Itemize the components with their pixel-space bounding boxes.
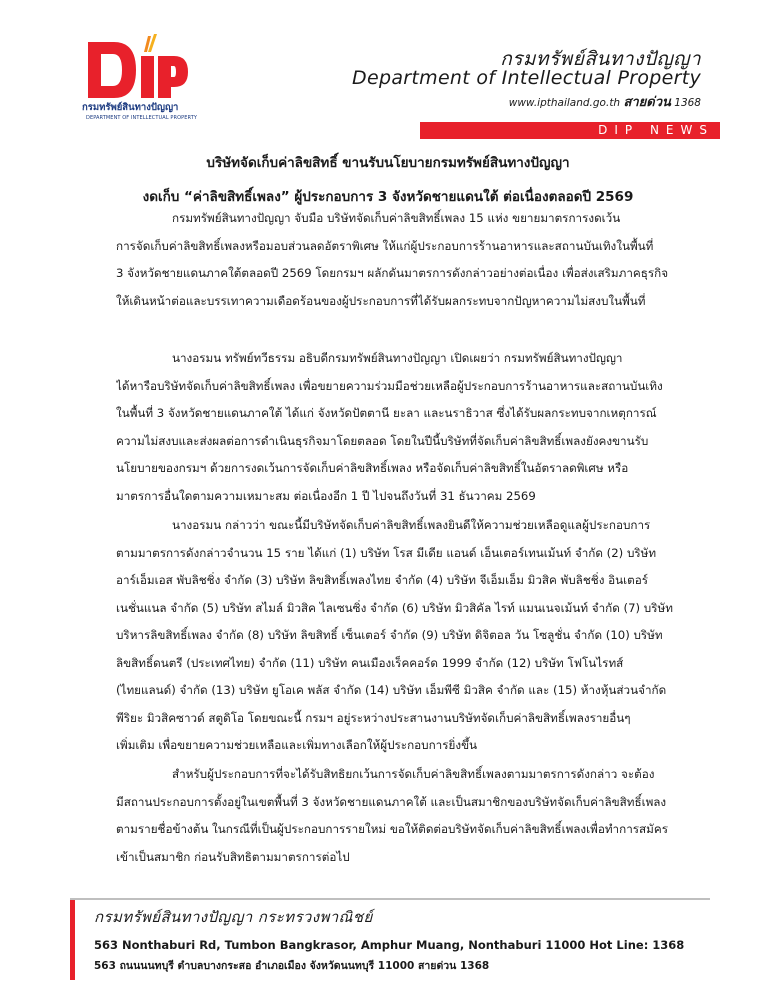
footer-brand: กรมทรัพย์สินทางปัญญา กระทรวงพาณิชย์ (94, 908, 373, 926)
footer-address-thai: 563 ถนนนนทบุรี ตำบลบางกระสอ อำเภอเมือง จังหวัดนนทบุรี 11000 สายด่วน 1368 (94, 960, 490, 972)
paragraph-line: เนชั่นแนล จำกัด (5) บริษัท สไมล์ มิวสิค ไลเซนซิ่ง จำกัด (6) บริษัท มิวสิคัล ไรท์ แมนเนจเม้นท์ จำกัด (7) บริษัท (116, 600, 673, 615)
paragraph-line: ในพื้นที่ 3 จังหวัดชายแดนภาคใต้ ได้แก่ จังหวัดปัตตานี ยะลา และนราธิวาส ซึ่งได้รับผลกระทบจากเหตุการณ์ (116, 406, 657, 420)
headline-line-2: งดเก็บ “ค่าลิขสิทธิ์เพลง” ผู้ประกอบการ 3 จังหวัดชายแดนใต้ ต่อเนื่องตลอดปี 2569 (142, 189, 634, 205)
paragraph-line: นางอรมน ทรัพย์ทวีธรรม อธิบดีกรมทรัพย์สินทางปัญญา เปิดเผยว่า กรมทรัพย์สินทางปัญญา (172, 351, 623, 365)
website-link[interactable]: www.ipthailand.go.th (508, 97, 621, 109)
paragraph-line: ลิขสิทธิ์ดนตรี (ประเทศไทย) จำกัด (11) บริษัท คนเมืองเร็คคอร์ด 1999 จำกัด (12) บริษัท โฟโนไรทส์ (116, 655, 624, 670)
org-name-english: Department of Intellectual Property (352, 67, 701, 89)
paragraph-2 (116, 345, 679, 510)
dip-news-banner: DIP NEWS (420, 122, 720, 139)
logo-subtitle-thai: กรมทรัพย์สินทางปัญญา (82, 102, 179, 113)
paragraph-line: มีสถานประกอบการตั้งอยู่ในเขตพื้นที่ 3 จังหวัดชายแดนภาคใต้ และเป็นสมาชิกของบริษัทจัดเก็บค่าลิขสิทธิ์เพลง (116, 794, 667, 809)
logo-subtitle-english: DEPARTMENT OF INTELLECTUAL PROPERTY (86, 115, 198, 121)
footer-accent-bar (70, 900, 75, 980)
paragraph-4 (116, 761, 679, 871)
hotline-number: 1368 (674, 97, 701, 109)
paragraph-line: นโยบายของกรมฯ ด้วยการงดเว้นการจัดเก็บค่าลิขสิทธิ์เพลง หรือจัดเก็บค่าลิขสิทธิ์ในอัตราลดพิเศษ หรือ (116, 461, 629, 475)
paragraph-line: บริหารลิขสิทธิ์เพลง จำกัด (8) บริษัท ลิขสิทธิ์ เซ็นเตอร์ จำกัด (9) บริษัท ดิจิตอล วัน โซลูชั่น จำกัด (10) บริษัท (116, 628, 663, 642)
footer-address-english: 563 Nonthaburi Rd, Tumbon Bangkrasor, Amphur Muang, Nonthaburi 11000 Hot Line: 1368 (94, 938, 685, 952)
paragraph-line: ตามมาตรการดังกล่าวจำนวน 15 ราย ได้แก่ (1) บริษัท โรส มีเดีย แอนด์ เอ็นเตอร์เทนเม้นท์ จำกัด (2) บริษัท (116, 545, 657, 560)
paragraph-line: ให้เดินหน้าต่อและบรรเทาความเดือดร้อนของผู้ประกอบการที่ได้รับผลกระทบจากปัญหาความไม่สงบในพื้นที่ (116, 293, 646, 308)
paragraph-line: (ไทยแลนด์) จำกัด (13) บริษัท ยูโอเค พลัส จำกัด (14) บริษัท เอ็มพีซี มิวสิค จำกัด และ (15) ห้างหุ้นส่วนจำกัด (116, 683, 667, 697)
paragraph-line: มาตรการอื่นใดตามความเหมาะสม ต่อเนื่องอีก 1 ปี ไปจนถึงวันที่ 31 ธันวาคม 2569 (116, 488, 536, 503)
paragraph-1 (116, 205, 679, 315)
paragraph-line: ความไม่สงบและส่งผลต่อการดำเนินธุรกิจมาโดยตลอด โดยในปีนี้บริษัทที่จัดเก็บค่าลิขสิทธิ์เพลงยังคงขานรับ (116, 433, 649, 448)
paragraph-line: เข้าเป็นสมาชิก ก่อนรับสิทธิตามมาตรการต่อไป (116, 849, 350, 864)
paragraph-line: กรมทรัพย์สินทางปัญญา จับมือ บริษัทจัดเก็บค่าลิขสิทธิ์เพลง 15 แห่ง ขยายมาตรการงดเว้น (172, 211, 621, 225)
website-hotline (509, 91, 701, 112)
dip-logo (80, 32, 198, 127)
paragraph-line: ได้หารือบริษัทจัดเก็บค่าลิขสิทธิ์เพลง เพื่อขยายความร่วมมือช่วยเหลือผู้ประกอบการร้านอาหารและสถานบันเทิง (116, 378, 663, 393)
paragraph-line: พีริยะ มิวสิคซาวด์ สตูดิโอ โดยขณะนี้ กรมฯ อยู่ระหว่างประสานงานบริษัทจัดเก็บค่าลิขสิทธิ์เพลงรายอื่นๆ (116, 710, 631, 725)
dip-logo-mark (84, 32, 188, 102)
paragraph-line: 3 จังหวัดชายแดนภาคใต้ตลอดปี 2569 โดยกรมฯ ผลักดันมาตรการดังกล่าวอย่างต่อเนื่อง เพื่อส่งเสริมภาคธุรกิจ (116, 266, 669, 280)
org-name-thai: กรมทรัพย์สินทางปัญญา (500, 48, 701, 70)
paragraph-line: นางอรมน กล่าวว่า ขณะนี้มีบริษัทจัดเก็บค่าลิขสิทธิ์เพลงยินดีให้ความช่วยเหลือดูแลผู้ประกอบการ (172, 518, 651, 532)
hotline-label: สายด่วน (623, 95, 671, 110)
paragraph-line: ตามรายชื่อข้างต้น ในกรณีที่เป็นผู้ประกอบการรายใหม่ ขอให้ติดต่อบริษัทจัดเก็บค่าลิขสิทธิ์เพลงเพื่อทำการสมัคร (116, 822, 668, 836)
paragraph-line: เพิ่มเติม เพื่อขยายความช่วยเหลือและเพิ่มทางเลือกให้ผู้ประกอบการยิ่งขึ้น (116, 738, 478, 752)
paragraph-line: การจัดเก็บค่าลิขสิทธิ์เพลงหรือมอบส่วนลดอัตราพิเศษ ให้แก่ผู้ประกอบการร้านอาหารและสถานบันเทิงในพื้นที่ (116, 238, 654, 253)
footer-divider (70, 898, 710, 900)
headline-line-1: บริษัทจัดเก็บค่าลิขสิทธิ์ ขานรับนโยบายกรมทรัพย์สินทางปัญญา (206, 155, 570, 171)
paragraph-line: สำหรับผู้ประกอบการที่จะได้รับสิทธิยกเว้นการจัดเก็บค่าลิขสิทธิ์เพลงตามมาตรการดังกล่าว จะต้อง (172, 767, 655, 781)
paragraph-3 (116, 512, 679, 760)
paragraph-line: อาร์เอ็มเอส พับลิชชิ่ง จำกัด (3) บริษัท ลิขสิทธิ์เพลงไทย จำกัด (4) บริษัท จีเอ็มเอ็ม มิวสิค พับลิชชิ่ง อินเตอร์ (116, 573, 649, 587)
